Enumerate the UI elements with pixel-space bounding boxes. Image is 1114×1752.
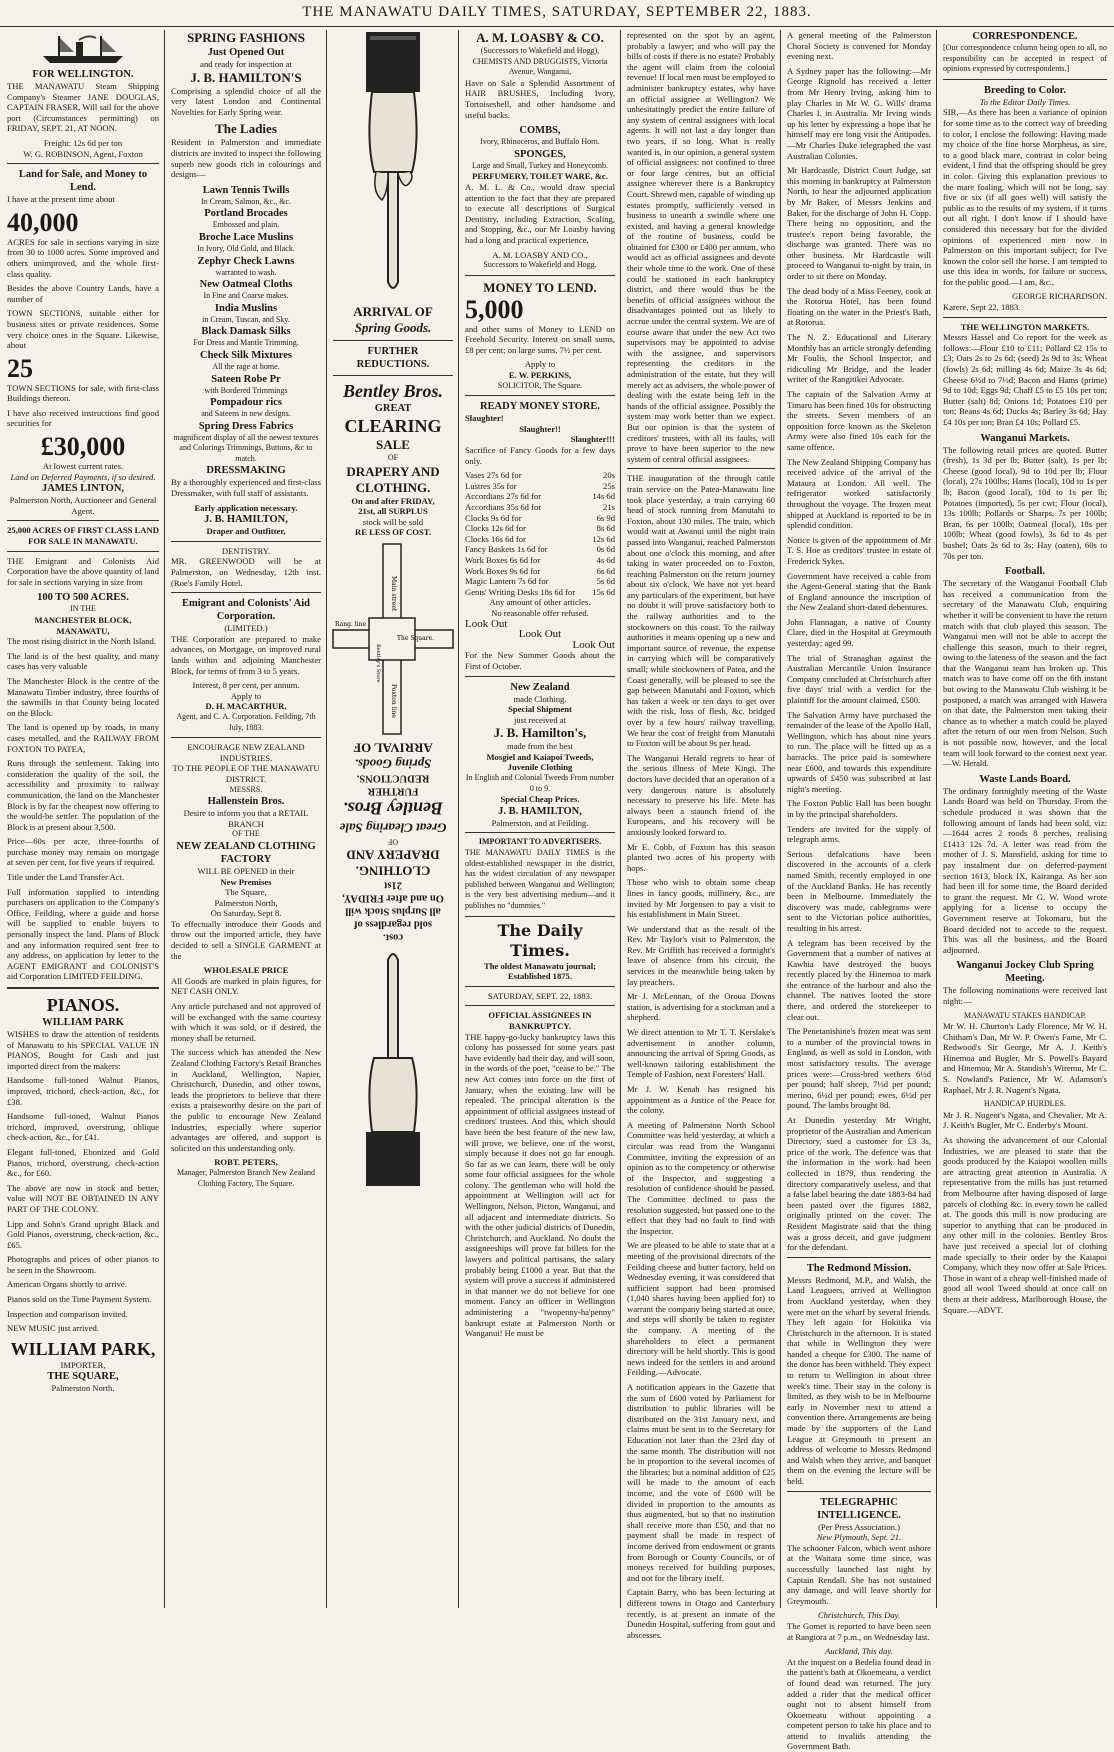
of-text: OF xyxy=(387,453,399,462)
price-row: Accordians 35s 6d for 21s xyxy=(465,502,615,512)
column-7 xyxy=(938,30,1112,1608)
eca-text: THE Corporation are prepared to make advances, on Mortgage, on improved rural lands within and adjoining Manchester Block, for terms of from 3 to 5 years. xyxy=(171,633,321,676)
item-8: Check Silk Mixtures xyxy=(200,349,292,361)
redmond-text: Messrs Redmond, M.P., and Walsh, the Land Leaguers, arrived at Wellington from Auckland yesterday, when they were met on the wharf by several friends. They left again for Hokitika via Christchurch in the afternoon. It is stated that while in Wellington they were handed a cheque for £300. The name of the donor has been withheld. They expect to return to Wellington in about three week's time. Their stay in the colony is limited, as they wish to be in Melbourne early in November next to attend a convention there. Arrangements are being made by the supporters of the Land League at Greymouth to present an address of welcome to Messrs Redmond and Walsh when they arrive, and banquet them on the evening the lecture will be held. xyxy=(787,1274,931,1486)
article-text: A general meeting of the Palmerston Choral Society is convened for Monday evening next. xyxy=(787,30,931,62)
park-text-9: Pianos sold on the Time Payment System. xyxy=(7,1294,152,1305)
article-text: Those who wish to obtain some cheap lines in fancy goods, millinery, &c., are invited by Mr Jorgensen to pay a visit to his establishment in Main Street. xyxy=(627,877,775,920)
shipment-text: Special Shipment xyxy=(508,704,572,715)
in-the: IN THE xyxy=(70,604,96,614)
item-6-sub: in Cream, Tuscan, and Sky. xyxy=(202,314,290,324)
park-big: WILLIAM PARK, xyxy=(10,1338,156,1359)
article-text: represented on the spot by an agent, probably a lawyer; and who will pay the bills of costs if there is no estate? Probably the agent will claim from the colonial revenue! If local men must be employed to administer bankruptcy estates, why have an official assignee at Wellington? We unhesitatingly predict the entire failure of any system of central assignees with local agents. It will not last a day longer than two years, if so long. What is really wanted is, in our opinion, a general system of official assignees: not confined to three or four large centres, but an official assignee wherever there is a Bankruptcy Court. Shrewd men, capable of winding up estates promptly, sufficiently versed in business to unearth a swindle where one existed, and having a general knowledge of the routine of business, could be obtained for £300 or £400 per annum, who would act as official assignees and devote their whole time to the work. One of these could be stationed in each bankruptcy district, and there would thus be the benefits of official assignees without the disadvantages pointed out as likely to accrue under the central system. We are of course aware that under the new Act two supervisors may be appointed to advise with the assignee, and supervisors representing the creditors in the administration of the estate, but they will merely act as advisers, the whole power of dealing with the estate being left in the hands of the official assignee. Possibly the system may work better than we expect. But our opinion is that the system of creditors' trustees, with all its faults, will prove to have been superior to the new system of central official assignees. xyxy=(627,30,775,464)
acre-range: 100 TO 500 ACRES. xyxy=(37,592,129,604)
sponges-heading: SPONGES, xyxy=(514,148,566,160)
loasby2-sub: Successors to Wakefield and Hogg. xyxy=(483,260,597,270)
map-bentley-store: Bentley's Store xyxy=(375,643,381,683)
price-row: Clocks 12s 6d for 8s 6d xyxy=(465,523,615,534)
early-text: Early application necessary. xyxy=(194,502,298,513)
markets-heading: THE WELLINGTON MARKETS. xyxy=(960,321,1090,332)
column-rule xyxy=(164,30,165,1608)
block-text-1: The most rising district in the North Island. xyxy=(7,636,156,647)
slaughter-3: Slaughter!!! xyxy=(570,434,615,445)
any-text: Any article purchased and not approved of will be exchanged with the same courtesy with which it was sold, or if desired, the money shall be returned. xyxy=(171,1001,321,1043)
country-lands: Besides the above Country Lands, have a number of xyxy=(7,283,159,304)
importer: IMPORTER, xyxy=(60,1359,106,1370)
inv-sold: sold regardless of xyxy=(354,918,432,930)
loasby2-name: A. M. LOASBY AND CO., xyxy=(492,249,588,260)
map-rang-line: Rang. line xyxy=(335,620,367,628)
article-text: Mr Hardcastle, District Court Judge, sat this morning in bankruptcy at Palmerston North, to hear the adjourned application by Mr Baker, of Messrs Jenkins and Baker, for the discharge of John H. Copp. There being no opposition, and the trustee's report being favorable, the discharge was granted. There was no other business. Mr Hardcastle will proceed to Wanganui to-night by train, in order to sit there on Monday. xyxy=(787,165,931,282)
wanganui-heading: Wanganui Markets. xyxy=(980,432,1070,444)
park-text-5: The above are now in stock and better, value will NOT BE OBTAINED IN ANY PART OF THE COLONY. xyxy=(7,1182,159,1214)
acres-sale-heading: 25,000 ACRES OF FIRST CLASS LAND FOR SALE IN MANAWATU. xyxy=(7,525,159,547)
inv-great-sale: Great Clearing Sale xyxy=(339,820,447,836)
combs-heading: COMBS, xyxy=(519,125,561,137)
dentistry-text: A. M. L. & Co., would draw special attention to the fact that they are prepared to execute all descriptions of Surgical Dentistry, including Extraction, Scaling, and Stopping, &c., our Mr Loasby having had a long and practical experience. xyxy=(465,181,615,245)
football-heading: Football. xyxy=(1005,566,1045,578)
dressmaking-heading: DRESSMAKING xyxy=(206,465,286,477)
masthead xyxy=(0,4,1114,27)
item-5-sub: In Fine and Coarse makes. xyxy=(203,291,289,301)
price-row: Fancy Baskets 1s 6d for 0s 6d xyxy=(465,544,615,555)
jbh-name: J. B. HAMILTON, xyxy=(204,514,288,526)
just-opened: Just Opened Out xyxy=(207,47,285,58)
item-4: Zephyr Check Lawns xyxy=(197,255,295,267)
slaughter-1: Slaughter! xyxy=(465,413,504,424)
park-name: WILLIAM PARK xyxy=(42,1017,124,1028)
park-text-2: Handsome full-toned Walnut Pianos, improved, trichord, check-action, &c., for £38. xyxy=(7,1075,159,1107)
look-2: Look Out xyxy=(518,628,562,641)
press-text: (Per Press Association.) xyxy=(818,1521,900,1532)
price-row: Clocks 16s 6d for 12s 6d xyxy=(465,533,615,544)
hallenstein-name: Hallenstein Bros. xyxy=(207,796,285,808)
item-2: Portland Brocades xyxy=(204,208,288,220)
item-6: India Muslins xyxy=(214,302,278,314)
land-heading: Land for Sale, and Money to Lend. xyxy=(18,169,148,194)
article-text: THE inauguration of the through cattle train service on the Patea-Manawatu line took place yesterday, a train carrying 60 head of stock running from Manutahi to Foxton, about 130 miles. The train, which would wait at Awanui until the night train passed into Wanganui, reached Palmerston about one o'clock this morning, and after taking in water proceeded on to Foxton, reaching Palmerston on the return journey about six o'clock. We have not yet heard any particulars of the experiment, but have no doubt it will prove satisfactory both to the railway authorities and to the stockowners on this coast. To the railway authorities it means opening up a new and important source of revenue, the expense in carrying which will be comparatively small; while stockowners of Patea, and the Coast generally, will be pleased to see the gap between Manutahi and Foxton, which has taken a week or ten days to get over with the risk, loss of flesh, &c. bridged over by a few hours' railway travelling. We hear the cost of freight from Manutahi to Foxton will be about 9s per head. xyxy=(627,473,775,749)
breeding-heading: Breeding to Color. xyxy=(984,84,1066,96)
sponges-sub: Large and Small, Turkey and Honeycomb. xyxy=(471,160,609,170)
juvenile-text: Juvenile Clothing xyxy=(507,762,573,773)
deferred-text: Land on Deferred Payments, if so desired. xyxy=(10,471,156,482)
no-offer-text: No reasonable offer refused. xyxy=(491,607,589,618)
article-text: A meeting of Palmerston North School Committee was held yesterday, at which a circular was read from the Wanganui Committee, inviting the expression of an opinion as to the competency or otherwise of the Inspector, and suggesting a resolution of confidence should be passed. The Committee declined to pass the resolution suggested, but passed one to the effect that they had no fault to find with the Inspector. xyxy=(627,1119,775,1236)
great-text: GREAT xyxy=(374,403,412,414)
article-text: The N. Z. Educational and Literary Monthly has an article strongly defending Mr Foulis, the School Inspector, and ridiculing Mr Bridge, and the leader writer of the Rangitikei Advocate. xyxy=(787,332,931,385)
block-text-5: Runs through the settlement. Taking into consideration the quality of the soil, the accessibility and proximity to railway communication, the land on the Manchester Block is by far the cheapest now offering to the would-be settler. The population of the Block is at present about 3,500. xyxy=(7,758,159,832)
park-text-11: NEW MUSIC just arrived. xyxy=(7,1323,99,1334)
item-10: Pompadour rics xyxy=(210,397,282,409)
park-text-7: Photographs and prices of other pianos to be seen in the Showroom. xyxy=(7,1254,159,1275)
ready-money: READY MONEY STORE. xyxy=(479,401,601,413)
price-row: Work Boxes 6s 6d for 4s 6d xyxy=(465,554,615,565)
park-text-4: Elegant full-toned, Ebonized and Gold Pianos, trichord, overstrung, check-action &c., for £60. xyxy=(7,1146,159,1179)
stock-text: stock will be sold xyxy=(362,516,424,527)
item-1-sub: In Cream, Salmon, &c., &c. xyxy=(201,196,291,206)
inv-arrival: ARRIVAL OF xyxy=(353,740,433,756)
park-text-8: American Organs shortly to arrive. xyxy=(7,1279,127,1290)
closing-text: As showing the advancement of our Colonial Industries, we are pleased to state that the goods produced by the Kaiapoi woollen mills are attracting great attention in Australia. A representative from the mills has just returned from Melbourne after having disposed of large parcels of clothing &c. in every town he called at. The goods this mill is now producing are superior to anything that can be produced in any other mill in the colonies. Bentley Bros have just received a special lot of clothing made specially to their order by the Kaiapoi Company, which they now offer at Sale Prices. Those in want of a cheap well-finished made of good all wool Tweed should at once call on them at their address, Marlborough House, the Square.—ADVT. xyxy=(943,1135,1107,1315)
the-square: THE SQUARE, xyxy=(47,1371,119,1383)
freight-line: Freight: 12s 6d per ton xyxy=(43,137,123,148)
hamilton2-sub: Palmerston, and at Feilding. xyxy=(491,817,589,828)
date-text: On Saturday, Sept 8. xyxy=(210,908,282,919)
redmond-heading: The Redmond Mission. xyxy=(806,1262,912,1274)
combs-sub: Ivory, Rhinoceros, and Buffalo Horn. xyxy=(480,137,600,147)
price-row: Vases 27s 6d for 20s xyxy=(465,470,615,481)
eca-heading: Emigrant and Colonists' Aid Corporation. xyxy=(181,598,311,623)
block-text-2: The land is of the best quality, and many cases has very valuable xyxy=(7,650,159,672)
acres-number: 40,000 xyxy=(7,207,79,237)
resident-text: Resident in Palmerston and immediate districts are invited to inspect the following superb new goods rich in colourings and designs— xyxy=(171,137,321,180)
article-text: Captain Barry, who has been lecturing at different towns in Otago and Canterbury recently, is at present an inmate of the Dunedin Hospital, suffering from gout and abscesses. xyxy=(627,1587,775,1640)
intro-text: To effectually introduce their Goods and throw out the imported article, they have decided to sell a SINGLE GARMENT at the xyxy=(171,918,321,961)
column-rule xyxy=(326,30,327,1608)
hurdle-text: Mr J. R. Nugent's Ngata, and Chevalier, Mr A. J. Keith's Bugler, Mr C. Enderby's Mount. xyxy=(943,1109,1107,1131)
article-text: The captain of the Salvation Army at Timaru has been fined 10s for obstructing the streets. Seven members of an opposition force known as the Skeleton Army were also fined 10s each for the same offence. xyxy=(787,389,931,452)
daily-times-title: The Daily Times. xyxy=(497,920,583,960)
breeding-text: SIR,—As there has been a variance of opinion for some time as to the correct way of breeding to color, I enclose the following: Having made my choice of the fine horse Morpheus, as sire, to a good black mare, contrast in color being evident, I find that the offspring should be grey in color. Giving this explanation previous to the mare foaling, which will not be long, say five or six (if all goes well) will satisfy the public as to the results of my system, if it turns out all right. I don't know if I should have considered this necessary but for the divided opinions of experienced men now in Palmerston on this important subject; for I've known the color sell the horse. I am tempted to use this idea in words, for failure or success, for the public good.—I am, &c., xyxy=(943,107,1107,287)
people-heading: TO THE PEOPLE OF THE MANAWATU DISTRICT. xyxy=(172,763,320,784)
map-main-street: Main street xyxy=(390,575,397,612)
loasby-text: Have on Sale a Splendid Assortment of HAIR BRUSHES, Including Ivory, Tortoiseshell, and other handsome and useful backs. xyxy=(465,77,615,120)
slaughter-2: Slaughter!! xyxy=(519,423,561,434)
perfumery-text: PERFUMERY, TOILET WARE, &c. xyxy=(472,171,608,182)
inv-spring-goods: Spring Goods. xyxy=(354,756,432,772)
interest-text: Interest, 8 per cent, per annum. xyxy=(192,680,300,691)
hamilton2-name: J. B. HAMILTON, xyxy=(498,805,582,817)
ship-agent: W. G. ROBINSON, Agent, Foxton xyxy=(23,148,143,159)
masthead-title: THE MANAWATU DAILY TIMES, SATURDAY, SEPTEMBER 22, 1883. xyxy=(302,4,812,20)
column-rule xyxy=(936,30,937,1608)
item-8-sub: All the rage at home. xyxy=(212,361,280,371)
item-1: Lawn Tennis Twills xyxy=(202,184,290,196)
column-1 xyxy=(2,30,164,1608)
article-text: Government have received a cable from the Agent-General stating that the Bank of England announce the inscription of the New Zealand short-dated debentures. xyxy=(787,570,931,613)
richardson-name: GEORGE RICHARDSON. xyxy=(1011,291,1107,302)
article-text: The Penetanishine's frozen meat was sent to a number of the provincial towns in England, as well as sold in London, with most satisfactory results. The average prices were:—Cross-bred wethers 6½d per pound; half sheep, 7½d per pound; merino, 6¼d per pound; ewes, 6½d per pound. The lambs brought 8d. xyxy=(787,1026,931,1111)
column-5 xyxy=(622,30,780,1640)
price-row: Gents' Writing Desks 18s 6d for 15s 6d xyxy=(465,586,615,597)
telegraphic-heading: TELEGRAPHIC INTELLIGENCE. xyxy=(817,1496,901,1521)
article-text: A notification appears in the Gazette that the sum of £600 voted by Parliament for distribution to public libraries will be distributed on the 31st January next, and claims must be sent in to the Secretary for Education not later than the 23rd day of the same month. The distribution will not be in proportion to the several incomes of the libraries; but a nominal addition of £25 will be made to the amount of each income, and the vote of £600 will be divided in proportion to the amounts as thus augmented, but so that no institution shall receive more than £50, and that no payment shall be made in respect of income derived from endowment or grants from Borough or County Councils, or of moneys received for building purposes, and not for the library itself. xyxy=(627,1382,775,1583)
inv-clothing: CLOTHING. xyxy=(355,863,431,879)
column-rule xyxy=(780,30,781,1608)
inv-further: FURTHER REDUCTIONS. xyxy=(356,772,430,797)
money-amount: £30,000 xyxy=(40,432,126,462)
money-heading: MONEY TO LEND. xyxy=(483,279,597,295)
hamilton-heading: J. B. HAMILTON'S xyxy=(190,69,302,85)
pointing-hand-icon xyxy=(358,946,428,1186)
block-text-6: Price—60s per acre, three-fourths of purchase money may remain on mortgage at seven per cent, for five years if required. xyxy=(7,836,159,868)
solicitor-text: SOLICITOR, The Square. xyxy=(497,380,583,390)
block-text-4: The land is opened up by roads, in many cases metalled, and the RAILWAY FROM FOXTON TO PATEA, xyxy=(7,722,159,754)
item-3: Broche Lace Muslins xyxy=(198,231,294,243)
block-text-7: Title under the Land Transfer Act. xyxy=(7,872,125,883)
block-text-8: Full information supplied to intending purchasers on application to the Company's Office, Feilding, where a guide and horse will be supplied to enable buyers to personally inspect the land. Plans of Block and any information required sent free to any address, on application by letter to the AGENT EMIGRANT and COLONIST'S aid Corporation LIMITED FEILDING. xyxy=(7,886,159,982)
ready-text: and ready for inspection at xyxy=(200,59,292,69)
park-text-3: Handsome full-toned, Walnut Pianos trichord, improved, overstrung, oblique check-action, &c., for £41. xyxy=(7,1111,159,1143)
pn-text: Palmerston North, xyxy=(214,897,278,908)
wanganui-text: The following retail prices are quoted. Butter (fresh), 1s 3d per lb; Butter (salt), 1s per lb; Cheese (good local), 9d to 10d per lb; Flour (local), 27s 100lbs; Hams (local), 10d to 1s per lb; Bacon (good local), 10d to 1s per lb; Potatoes (imported), 5s per cwt; Flour (local), 13s 100lb; Pollards or Sharps, 7s per 100lb; Bran, 6s per 100lb; Oatmeal (local), 18s per 100lb; Wheat (good fowls), 3s 6d to 4s per bushel; Oats 2s 6d to 3s; Hay (oaten), 60s to 70s per ton. xyxy=(943,444,1107,561)
summer-text: For the New Summer Goods about the First of October. xyxy=(465,650,615,671)
arrival-heading: ARRIVAL OF xyxy=(353,304,433,319)
marked-text: All Goods are marked in plain figures, for NET CASH ONLY. xyxy=(171,975,321,997)
ship-heading: FOR WELLINGTON. xyxy=(32,69,134,80)
money-text: and other sums of Money to LEND on Freehold Security. Interest on small sums, £8 per cent; on large sums, 7½ per cent. xyxy=(465,323,615,355)
best-text: made from the best xyxy=(506,741,574,752)
dateline-auck: Auckland, This day. xyxy=(825,1646,893,1657)
dressmaking-text: By a thoroughly experienced and first-class Dressmaker, with full staff of assistants. xyxy=(171,477,321,499)
manchester-block: MANCHESTER BLOCK, MANAWATU, xyxy=(34,615,132,636)
jockey-heading: Wanganui Jockey Club Spring Meeting. xyxy=(956,960,1094,985)
article-text: The Salvation Army have purchased the remainder of the lease of the Apollo Hall, Wellington, which has about nine years to run. The place will be fitted up as a barracks. The price paid is somewhere near £600, and towards this expenditure upwards of £450 was subscribed at last night's meeting. xyxy=(787,709,931,794)
macarthur-name: D. H. MACARTHUR, xyxy=(205,701,287,712)
palmerston-north: Palmerston North. xyxy=(51,1383,115,1394)
drapery-text: DRAPERY AND xyxy=(346,463,440,479)
apply-text: Apply to xyxy=(524,359,556,370)
cheap-text: Special Cheap Prices. xyxy=(500,794,580,805)
oldest-text: The oldest Manawatu journal; Established 1875. xyxy=(484,960,596,982)
price-row: Work Boxes 9s 6d for 6s 6d xyxy=(465,565,615,576)
clothing-text: CLOTHING. xyxy=(355,479,431,495)
draper-text: Draper and Outfitter, xyxy=(206,526,286,537)
town25-text: TOWN SECTIONS for sale, with first-class Buildings thereon. xyxy=(7,382,159,404)
park-text-6: Lipp and Sohn's Grand upright Black and Gold Pianos, overstrung, check-action, &c., £65. xyxy=(7,1218,159,1250)
item-7: Black Damask Silks xyxy=(201,326,291,338)
block-text-3: The Manchester Block is the centre of the Manawatu Timber industry, three fourths of the sawmills in that County being located on the Block. xyxy=(7,675,159,718)
regardless-text: RE LESS OF COST. xyxy=(355,527,431,538)
column-2 xyxy=(166,30,326,1608)
column-3 xyxy=(328,30,458,1608)
spring-goods: Spring Goods. xyxy=(354,320,432,335)
num-25: 25 xyxy=(7,353,33,383)
onafter-text: On and after FRIDAY, xyxy=(351,495,435,506)
maiden-heading: MANAWATU STAKES HANDICAP. xyxy=(963,1010,1087,1020)
of-the: OF THE xyxy=(232,829,260,839)
waste-text: The ordinary fortnightly meeting of the Waste Lands Board was held on Thursday. From the schedule produced it was shown that the following amount of lands had been sold, viz:—1644 acres 2 roods 8 perches, realising £1413 12s 7d. A letter was read from the mother of J. S. Mansfield, asking for time to pay instalment due on deferred-payment section 1613, block IX, Kairanga. As her son had been ill for some time, the Board decided to grant the request. Mr G. W. Wood wrote applying for a license to occupy the Government reserve at Tokomaru, but the Board decided not to accede to the request. This was all the business, and the Board adjourned. xyxy=(943,785,1107,955)
dateline-christ: Christchurch, This Day. xyxy=(817,1610,901,1621)
map-square: The Square. xyxy=(397,634,435,642)
other-text: Any amount of other articles. xyxy=(489,597,591,608)
premises-text: New Premises xyxy=(220,876,272,887)
received-text: just received at xyxy=(513,714,567,725)
land-intro: I have at the present time about xyxy=(7,194,115,205)
town-sections: TOWN SECTIONS, suitable either for business sites or private residences. Some very choice ones in the Square. Likewise, about xyxy=(7,308,159,351)
article-text: We are pleased to be able to state that at a meeting of the provisional directors of the Feilding cheese and butter factory, held on Wednesday evening, it was considered that sufficient support had been promised (1,040 shares having been applied for) to warrant the company being started at once, and steps will shortly be taken to register the company. A meeting of the shareholders to elect a permanent directory will be held shortly. This is good news indeed for the settlers in and around Feilding.—Advocate. xyxy=(627,1240,775,1378)
article-text: Mr E. Cobb, of Foxton has this season planted two acres of his property with hops. xyxy=(627,841,775,873)
column-4 xyxy=(460,30,620,1608)
dentistry-text: MR. GREENWOOD will be at Palmerston, on Wednesday, 12th inst. (Roe's Family Hotel. xyxy=(171,556,321,588)
tel-text-3: At the inquest on a Bedelia found dead in the patient's bath at Okoemeatu, a verdict of found dead was returned. The jury added a rider that the medical officer ought not to absent himself from Okoemeatu without appointing a competent person to take his place and to attend to invalids attending the Government Bath. xyxy=(787,1656,931,1752)
map-foxton-line: Foxton line xyxy=(390,683,397,718)
article-text: Tenders are invited for the supply of telegraph arms. xyxy=(787,823,931,845)
tel-text-2: The Gomet is reported to have been seen at Rangiora at 7 p.m., on Wednesday last. xyxy=(787,1620,931,1642)
look-3: Look Out xyxy=(572,638,615,651)
inv-of: OF xyxy=(387,837,399,847)
inv-onafter: On and after FRIDAY, 21st xyxy=(342,879,444,904)
maiden-text: Mr W. H. Churton's Lady Florence, Mr W. H. Chitham's Dan, Mr W. P. Owen's Fame, Mr C. Redwood's Sir George, Mr A. J. Keith's Hinemoa and Bugler, Mr S. Powell's Bayard and Hinemoa, Mr A. Standish's Wiremu, Mr C. S. Nowland's Patience, Mr W. Adamson's Raphael, Mr J. R. Nugent's Ngata. xyxy=(943,1021,1107,1095)
price-row: Clocks 9s 6d for 6s 9d xyxy=(465,512,615,523)
article-text: Mr J. W. Kenah has resigned his appointment as a Justice of the Peace for the colony. xyxy=(627,1084,775,1116)
markets-text: Messrs Hassel and Co report for the week as follows:—Flour £10 to £11; Pollard £2 15s to £3; Oats 2s to 2s 6d; (seed) 2s 9d to 3s; Wheat (fowls) 2s 6d; milling 4s 6d; Maize 3s 4s 6d; Cheese 6½d to 7½d; Bacon and Hams (prime) 9d to 10d; Eggs 9d; Chaff £5 to £5 10s per ton; Butter (salt) 8d; Onions 1d; Potatoes £10 per ton; Beans 4s 6d; Ducks 4s; Barley 3s 6d; Hay £4 10s per ton; Bran £4 10s; Pollard £5. xyxy=(943,332,1107,427)
column-6 xyxy=(782,30,936,1752)
item-7-sub: For Dress and Mantle Trimming. xyxy=(193,338,299,348)
linton-sub: Palmerston North, Auctioneer and General Agent. xyxy=(9,495,157,516)
spring-fashions: SPRING FASHIONS xyxy=(187,30,305,45)
acres-text: ACRES for sale in sections varying in size from 30 to 1000 acres. Some improved and others unimproved, and the whole first-class quality. xyxy=(7,236,159,279)
steamship-icon xyxy=(38,32,128,66)
item-9-sub: with Bordered Trimmings xyxy=(204,385,288,395)
juvenile-sub: In English and Colonial Tweeds From number 0 to 9. xyxy=(465,773,615,793)
linton-name: JAMES LINTON, xyxy=(41,483,125,495)
official-text: THE happy-go-lucky bankruptcy laws this colony has possessed for some years past have evidently had their day, and will soon, in the words of the poet, "cease to be." The new Act comes into force on the first of January, when the existing law will be repealed. The principal alteration is the appointment of official assignees instead of creditors' trustees. And this, which should have been the best feature of the new law, will prove, we believe, one of the worst, simply because it does not go far enough. So far as we can learn, there will be only some four official assignees for the whole colony. The gentleman who will hold the appointment at Wellington will act for Wellington, Nelson, Picton, Wanganui, and all adjacent and intermediate districts. So with the other judicial districts of Dunedin, Christchurch, and Auckland. No doubt the assigneeships will prove fat billets for the lawyers and political partisans, the salary probably being £1000 a year. But that the system will prove a success if administered in that manner we do not believe for one moment. Fancy an officer in Wellington administering a "twopenny-ha'penny" bankrupt estate at Palmerston North or Wanganui! He must be xyxy=(465,1031,615,1339)
limited-text: (LIMITED.) xyxy=(224,623,268,634)
article-text: Mr J. McLennan, of the Oroua Downs station, is advertising for a stockman and a shepherd. xyxy=(627,991,775,1023)
article-text: The New Zealand Shipping Company has received advice of the arrival of the Mataura at London. All well. The refrigerator worked satisfactorily throughout the voyage. The frozen meat shipped at Auckland is reported to be in splendid condition. xyxy=(787,456,931,531)
article-text: Notice is given of the appointment of Mr T. S. Hoe as creditors' trustee in estate of Frederick Sykes. xyxy=(787,534,931,566)
waste-heading: Waste Lands Board. xyxy=(979,773,1071,785)
peters-sub: Manager, Palmerston Branch New Zealand Clothing Factory, The Square. xyxy=(176,1167,316,1188)
correspondence-note: [Our correspondence column being open to all, no responsibility can be accepted in respect of opinions expressed by correspondents.] xyxy=(943,43,1107,74)
hurdle-heading: HANDICAP HURDLES. xyxy=(984,1099,1066,1109)
price-row: Lustres 35s for 25s xyxy=(465,480,615,491)
ladies-heading: The Ladies xyxy=(215,121,277,137)
further-heading: FURTHER REDUCTIONS. xyxy=(356,346,430,370)
column-rule xyxy=(620,30,621,1608)
tel-text-1: The schooner Falcon, which went ashore at the Waitara some time since, was successfully launched last night by Captain Rendall. She has not sustained any damage, and will leave shortly for Greymouth. xyxy=(787,1542,931,1606)
pointing-hand-icon xyxy=(358,32,428,302)
saturday-date: SATURDAY, SEPT. 22, 1883. xyxy=(487,990,593,1001)
price-row: Accordians 27s 6d for 14s 6d xyxy=(465,491,615,502)
article-text: At Dunedin yesterday Mr Wright, proprietor of the Australian and American Directory, sued a customer for £3 3s, price of the work. The defence was that the information in the work had been collected in 1879, thus rendering the directory comparatively useless, and that a false label bearing the date 1883-84 had been pasted over the figures 1882, originally printed on the cover. The Resident Magistrate said that the thing was a gross deceit, and gave judgment for the defendant. xyxy=(787,1115,931,1253)
money-5000: 5,000 xyxy=(465,294,524,324)
macarthur-sub: Agent, and C. A. Corporation. Feilding, 7th July, 1883. xyxy=(176,711,316,732)
sacrifice-text: Sacrifice of Fancy Goods for a few days only. xyxy=(465,445,615,466)
opened-text: WILL BE OPENED in their xyxy=(197,865,295,876)
perkins-name: E. W. PERKINS, xyxy=(508,370,572,381)
item-4-sub: warranted to wash. xyxy=(215,267,277,277)
article-text: A telegram has been received by the Government that a number of natives at Kawhia have destroyed the buoys recently placed by the Hinemoa to mark the entrance of the harbour and also the channel. The natives looted the store there, and ordered the storekeeper to clear out. xyxy=(787,937,931,1022)
article-text: The Wanganui Herald regrets to hear of the serious illness of Mete Kingi. The doctors have decided that an operation of a very dangerous nature is absolutely necessary to preserve his life. Mete has always been a staunch friend of the Europeans, and his recovery will be anxiously looked forward to. xyxy=(627,752,775,837)
article-text: The trial of Stranaghan against the Australian Mercantile Union Insurance Company concluded at Christchurch after five days' trial with a verdict for the plaintiff for the amount claimed, £500. xyxy=(787,652,931,706)
peters-name: ROBT. PETERS, xyxy=(214,1157,278,1168)
mosgiel-text: Mosgiel and Kaiapoi Tweeds, xyxy=(486,751,594,762)
loasby-heading: A. M. LOASBY & CO. xyxy=(476,30,604,45)
rates-text: At lowest current rates. xyxy=(42,461,124,472)
article-text: A Sydney paper has the following:—Mr George Rignold has received a letter from Mr Henry Irving, asking him to play Charles in Mr W. G. Wills' drama Charles I. in Australia. Mr Irving winds up his letter by expressing a hope that he himself may ere long visit the Antipodes.—Mr Charles Duke telegraphed the vast Australian Colonies. xyxy=(787,65,931,161)
item-10-sub: and Sateens in new designs. xyxy=(201,409,291,419)
dateline-newply: New Plymouth, Sept. 21. xyxy=(816,1532,902,1543)
article-text: Serious defalcations have been discovered in the accounts of a clerk named Smith, recently employed in one of the Auckland Banks. He has recently been in Melbourne. Immediately the discovery was made, cablegrams were sent to the Victorian police authorities, resulting in his arrest. xyxy=(787,848,931,933)
park-text-10: Inspection and comparison invited. xyxy=(7,1308,128,1319)
inv-surplus: all Surplus Stock will xyxy=(345,905,441,917)
item-2-sub: Embossed and plain. xyxy=(212,220,280,230)
square-text: The Square, xyxy=(225,887,267,898)
made-text: made Clothing. xyxy=(513,693,567,704)
price-list xyxy=(465,470,615,597)
editor-text: To the Editor Daily Times. xyxy=(979,96,1071,107)
important-text: THE MANAWATU DAILY TIMES is the oldest-established newspaper in the district, has the widest circulation of any newspaper published between Wanganui and Wellington; is the very best advertising medium—and it publishes no "dummies." xyxy=(465,848,615,910)
article-text: The Foxton Public Hall has been bought in by the principal shareholders. xyxy=(787,798,931,819)
official-heading: OFFICIAL ASSIGNEES IN BANKRUPTCY. xyxy=(488,1010,592,1031)
article-text: The dead body of a Miss Feeney, cook at the Rotorua Hotel, has been found floating on the water in the Priest's Bath, at Rotorua. xyxy=(787,285,931,328)
article-text: We direct attention to Mr T. T. Kerslake's advertisement in another column, announcing the arrival of Spring Goods, as well-known tailoring establishment the Temple of Fashion, next Foresters' Hall. xyxy=(627,1027,775,1080)
success-text: The success which has attended the New Zealand Clothing Factory's Retail Branches in Auckland, Wellington, Napier, Christchurch, Dunedin, and other towns, leads the proprietors to believe that there exists a praiseworthy desire on the part of the public to encourage New Zealand Industries, especially where superior advantages are offered, and support is solicited on this understanding only. xyxy=(171,1047,321,1153)
desire-text: Desire to inform you that a RETAIL BRANCH xyxy=(183,808,309,829)
look-1: Look Out xyxy=(465,617,508,630)
encourage-heading: ENCOURAGE NEW ZEALAND INDUSTRIES. xyxy=(187,742,305,763)
item-9: Sateen Robe Pr xyxy=(211,373,281,385)
important-heading: IMPORTANT TO ADVERTISERS. xyxy=(478,837,602,847)
inv-drapery: DRAPERY AND xyxy=(346,847,440,863)
comprising-text: Comprising a splendid choice of all the very latest London and Continental Novelties for Early Spring wear. xyxy=(171,85,321,117)
loasby-sub: (Successors to Wakefield and Hogg), CHEMISTS AND DRUGGISTS, Victoria Avenue, Wanganui, xyxy=(472,46,608,77)
correspondence-heading: CORRESPONDENCE. xyxy=(972,31,1078,42)
sale-text: SALE xyxy=(376,437,410,452)
inv-bentley: Bentley Bros. xyxy=(343,798,444,819)
dentistry-heading: DENTISTRY. xyxy=(221,545,271,556)
clearing-text: CLEARING xyxy=(344,416,442,436)
column-rule xyxy=(458,30,459,1608)
instructions-text: I have also received instructions find good securities for xyxy=(7,407,159,429)
hamilton-name: J. B. Hamilton's, xyxy=(493,725,587,741)
messrs-text: MESSRS. xyxy=(229,784,263,794)
emigrant-text: THE Emigrant and Colonists Aid Corporation have the above quantity of land for sale in sections varying in size from xyxy=(7,555,159,587)
item-5: New Oatmeal Cloths xyxy=(199,279,293,291)
item-11: Spring Dress Fabrics xyxy=(198,420,294,432)
karere-date: Karere, Sept 22, 1883. xyxy=(943,302,1021,313)
article-text: We understand that as the result of the Rev. Mr Taylor's visit to Palmerston, the Rev. Mr Griffith has received a fortnight's leave of absence from his circuit, the services in the meanwhile being taken by lay preachers. xyxy=(627,923,775,987)
park-text-1: WISHES to draw the attention of residents of Manawatu to his SPECIAL VALUE IN PIANOS, Bought for Cash and just imported direct from the makers: xyxy=(7,1029,159,1071)
inv-cost: cost. xyxy=(382,931,404,943)
ship-notice: THE MANAWATU Steam Shipping Company's Steamer JANE DOUGLAS, CAPTAIN FRASER, Will sail for the above port (Circumstances permitting) on FRIDAY, SEPT. 21, AT NOON. xyxy=(7,81,159,134)
street-map xyxy=(333,544,453,734)
apply-text: Apply to xyxy=(230,690,262,701)
bentley-heading: Bentley Bros. xyxy=(342,381,443,401)
football-text: The secretary of the Wanganui Football Club has received a communication from the secretary of the Manawatu Club, enquiring whether it will be convenient to have the return match with that club played this season. The Wanganui men will not be able to accept the challenge this season, much to their regret, owing to the lateness of the season and the fact that the Wanganui team has broken up. This match was to have come off on the 6th instant but owing to the Manawatu Club wishing it be postponed, a match was arranged with Hawera on that date, the Palmerston men taking their chance as to whether a match could be played after the return of our men from Nelson. Such is not possible now, however, and the local team will look forward to the contest next year.—W. Herald. xyxy=(943,578,1107,769)
item-3-sub: In Ivory, Old Gold, and Black. xyxy=(197,243,295,253)
inverted-ad xyxy=(333,740,453,944)
item-11-sub: magnificent display of all the newest textures and Colorings Trimmings, Buttons, &c to match. xyxy=(173,432,319,463)
price-row: Magic Lantern 7s 6d for 5s 6d xyxy=(465,576,615,587)
nzcf-heading: NEW ZEALAND CLOTHING FACTORY xyxy=(176,840,316,865)
wholesale-text: WHOLESALE PRICE xyxy=(203,965,289,976)
article-text: John Flannagan, a native of County Clare, died in the Hospital at Greymouth yesterday; aged 99. xyxy=(787,616,931,649)
date21-text: 21st, all SURPLUS xyxy=(358,506,428,517)
pianos-heading: PIANOS. xyxy=(46,995,120,1015)
nz-heading: New Zealand xyxy=(510,681,570,693)
jockey-intro: The following nominations were received last night:— xyxy=(943,985,1107,1006)
